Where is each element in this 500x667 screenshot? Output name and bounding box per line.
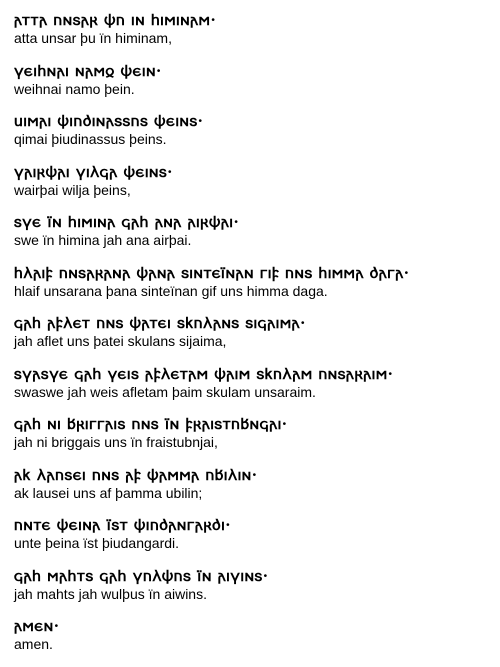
gothic-line: 𐌾𐌰𐌷 𐌰𐍆𐌻𐌴𐍄 𐌿𐌽𐍃 𐌸𐌰𐍄𐌴𐌹 𐍃𐌺𐌿𐌻𐌰𐌽𐍃 𐍃𐌹𐌾𐌰𐌹𐌼𐌰· (14, 314, 306, 332)
verse-3 (14, 111, 494, 162)
gothic-line: 𐌰𐍄𐍄𐌰 𐌿𐌽𐍃𐌰𐍂 𐌸𐌿 𐌹𐌽 𐌷𐌹𐌼𐌹𐌽𐌰𐌼· (14, 11, 217, 29)
transliteration-line: jah mahts jah wulþus ïn aiwins. (14, 585, 207, 602)
transliteration-line: jah aflet uns þatei skulans sijaima, (14, 333, 227, 349)
verse-11 (14, 515, 494, 566)
gothic-line: 𐌷𐌻𐌰𐌹𐍆 𐌿𐌽𐍃𐌰𐍂𐌰𐌽𐌰 𐌸𐌰𐌽𐌰 𐍃𐌹𐌽𐍄𐌴𐌹̈𐌽𐌰𐌽 𐌲𐌹𐍆 𐌿𐌽𐍃 𐌷𐌹𐌼𐌼𐌰 𐌳𐌰𐌲𐌰· (14, 263, 410, 282)
gothic-line: 𐍃𐍅𐌴 𐌹̈𐌽 𐌷𐌹𐌼𐌹𐌽𐌰 𐌾𐌰𐌷 𐌰𐌽𐌰 𐌰𐌹𐍂𐌸𐌰𐌹· (14, 213, 240, 231)
verse-10 (14, 465, 494, 516)
gothic-line: 𐌵𐌹𐌼𐌰𐌹 𐌸𐌹𐌿𐌳𐌹𐌽𐌰𐍃𐍃𐌿𐍃 𐌸𐌴𐌹𐌽𐍃· (14, 112, 204, 130)
transliteration-line: wairþai wilja þeins, (14, 181, 131, 198)
gothic-line: 𐌰𐌺 𐌻𐌰𐌿𐍃𐌴𐌹 𐌿𐌽𐍃 𐌰𐍆 𐌸𐌰𐌼𐌼𐌰 𐌿𐌱𐌹𐌻𐌹𐌽· (14, 465, 258, 484)
gothic-line: 𐌰𐌼𐌴𐌽· (14, 617, 60, 635)
gothic-line: 𐌾𐌰𐌷 𐌼𐌰𐌷𐍄𐍃 𐌾𐌰𐌷 𐍅𐌿𐌻𐌸𐌿𐍃 𐌹̈𐌽 𐌰𐌹𐍅𐌹𐌽𐍃· (14, 566, 269, 585)
transliteration-line: swaswe jah weis afletam þaim skulam unsaraim. (14, 383, 316, 400)
verse-9 (14, 414, 494, 465)
transliteration-line: swe ïn himina jah ana airþai. (14, 232, 192, 248)
transliteration-line: ak lausei uns af þamma ubilin; (14, 484, 203, 501)
verse-5 (14, 212, 494, 263)
transliteration-line: amen. (14, 636, 53, 652)
verse-12 (14, 566, 494, 617)
transliteration-line: unte þeina ïst þiudangardi. (14, 535, 180, 551)
gothic-line: 𐍃𐍅𐌰𐍃𐍅𐌴 𐌾𐌰𐌷 𐍅𐌴𐌹𐍃 𐌰𐍆𐌻𐌴𐍄𐌰𐌼 𐌸𐌰𐌹𐌼 𐍃𐌺𐌿𐌻𐌰𐌼 𐌿𐌽𐍃𐌰𐍂𐌰𐌹𐌼· (14, 364, 394, 383)
transliteration-line: weihnai namo þein. (14, 80, 135, 97)
verse-2 (14, 61, 494, 112)
verse-6 (14, 263, 494, 314)
gothic-line: 𐍅𐌰𐌹𐍂𐌸𐌰𐌹 𐍅𐌹𐌻𐌾𐌰 𐌸𐌴𐌹𐌽𐍃· (14, 162, 173, 181)
verse-4 (14, 162, 494, 213)
verse-8 (14, 364, 494, 415)
transliteration-line: jah ni briggais uns ïn fraistubnjai, (14, 434, 218, 450)
verse-13 (14, 616, 494, 667)
verse-1 (14, 10, 494, 61)
transliteration-line: atta unsar þu ïn himinam, (14, 30, 172, 46)
gothic-line: 𐍅𐌴𐌹𐌷𐌽𐌰𐌹 𐌽𐌰𐌼𐍉 𐌸𐌴𐌹𐌽· (14, 61, 162, 80)
gothic-line: 𐌾𐌰𐌷 𐌽𐌹 𐌱𐍂𐌹𐌲𐌲𐌰𐌹𐍃 𐌿𐌽𐍃 𐌹̈𐌽 𐍆𐍂𐌰𐌹𐍃𐍄𐌿𐌱𐌽𐌾𐌰𐌹· (14, 415, 288, 433)
transliteration-line: qimai þiudinassus þeins. (14, 131, 167, 147)
prayer-document (14, 10, 494, 667)
gothic-line: 𐌿𐌽𐍄𐌴 𐌸𐌴𐌹𐌽𐌰 𐌹̈𐍃𐍄 𐌸𐌹𐌿𐌳𐌰𐌽𐌲𐌰𐍂𐌳𐌹· (14, 516, 232, 534)
verse-7 (14, 313, 494, 364)
transliteration-line: hlaif unsarana þana sinteïnan gif uns himma daga. (14, 282, 328, 299)
